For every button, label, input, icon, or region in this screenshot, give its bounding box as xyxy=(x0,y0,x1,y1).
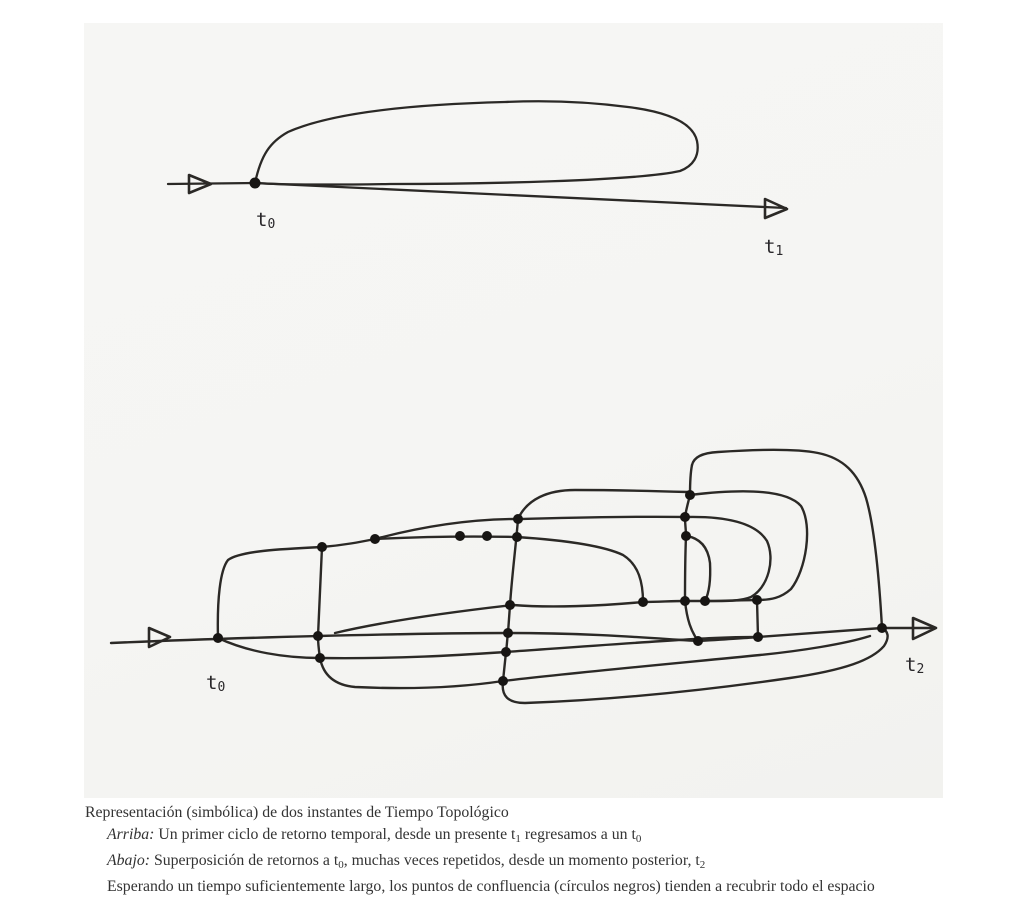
confluence-dot xyxy=(503,628,513,638)
diagram-canvas xyxy=(84,23,943,798)
confluence-dot xyxy=(498,676,508,686)
confluence-dot xyxy=(370,534,380,544)
confluence-dot xyxy=(501,647,511,657)
confluence-dot xyxy=(681,531,691,541)
photo-area xyxy=(84,23,943,798)
loop-path xyxy=(686,536,710,601)
confluence-dot xyxy=(638,597,648,607)
confluence-dot xyxy=(685,490,695,500)
caption-line xyxy=(85,824,995,850)
label-t0: t0 xyxy=(206,672,226,695)
caption-text-segment: Esperando un tiempo suficientemente largo, los puntos de confluencia (círculos negros) tienden a recubrir todo el espacio xyxy=(107,878,875,895)
label-t1: t1 xyxy=(764,236,784,259)
confluence-dot xyxy=(680,596,690,606)
caption-text-segment: Representación (simbólica) de dos instantes de Tiempo Topológico xyxy=(85,804,509,821)
confluence-dot xyxy=(753,632,763,642)
loop-path xyxy=(513,537,643,606)
loop-path xyxy=(218,539,375,638)
figure-bottom xyxy=(111,450,936,703)
caption-line xyxy=(85,850,995,876)
label-t0: t0 xyxy=(256,209,276,232)
confluence-dot xyxy=(700,596,710,606)
loop-path xyxy=(335,605,513,633)
caption-line xyxy=(85,876,995,898)
loop-path xyxy=(318,547,870,688)
caption-text-segment: Abajo: xyxy=(107,852,150,869)
caption-text-segment: Un primer ciclo de retorno temporal, desde un presente t xyxy=(154,826,516,843)
caption-text-segment: 2 xyxy=(699,859,706,871)
confluence-dot xyxy=(250,178,261,189)
confluence-dot xyxy=(482,531,492,541)
loop-path xyxy=(375,537,517,539)
loop-path xyxy=(757,600,758,637)
caption-text-segment: Superposición de retornos a t xyxy=(150,852,339,869)
caption-text-segment: , muchas veces repetidos, desde un momento posterior, t xyxy=(343,852,700,869)
confluence-dot xyxy=(877,623,887,633)
confluence-dot xyxy=(213,633,223,643)
confluence-dot xyxy=(512,532,522,542)
bottom-timeline-path xyxy=(111,628,933,643)
loop-path xyxy=(518,517,685,519)
top-timeline-path xyxy=(168,183,786,208)
confluence-dot xyxy=(693,636,703,646)
confluence-dot xyxy=(680,512,690,522)
confluence-dot xyxy=(313,631,323,641)
loop-path xyxy=(518,490,688,519)
label-t2: t2 xyxy=(905,654,925,677)
confluence-dot xyxy=(505,600,515,610)
confluence-dot xyxy=(317,542,327,552)
confluence-dot xyxy=(315,653,325,663)
caption-text-segment: 1 xyxy=(515,833,521,845)
caption-text-segment: regresamos a un t xyxy=(520,826,636,843)
caption-line xyxy=(85,802,995,824)
caption-text-segment: 0 xyxy=(338,859,344,871)
caption-text-segment: Arriba: xyxy=(107,826,155,843)
caption-text-segment: 0 xyxy=(635,833,642,845)
loop-path xyxy=(690,491,807,600)
figure-top xyxy=(168,101,787,259)
figure-caption xyxy=(85,802,995,898)
top-return-loop-path xyxy=(255,101,698,184)
loop-path xyxy=(685,517,770,601)
confluence-dot xyxy=(513,514,523,524)
confluence-dot xyxy=(752,595,762,605)
confluence-dots-top xyxy=(250,178,261,189)
confluence-dot xyxy=(455,531,465,541)
arrowhead-icon xyxy=(149,628,170,647)
loop-path xyxy=(218,637,758,658)
